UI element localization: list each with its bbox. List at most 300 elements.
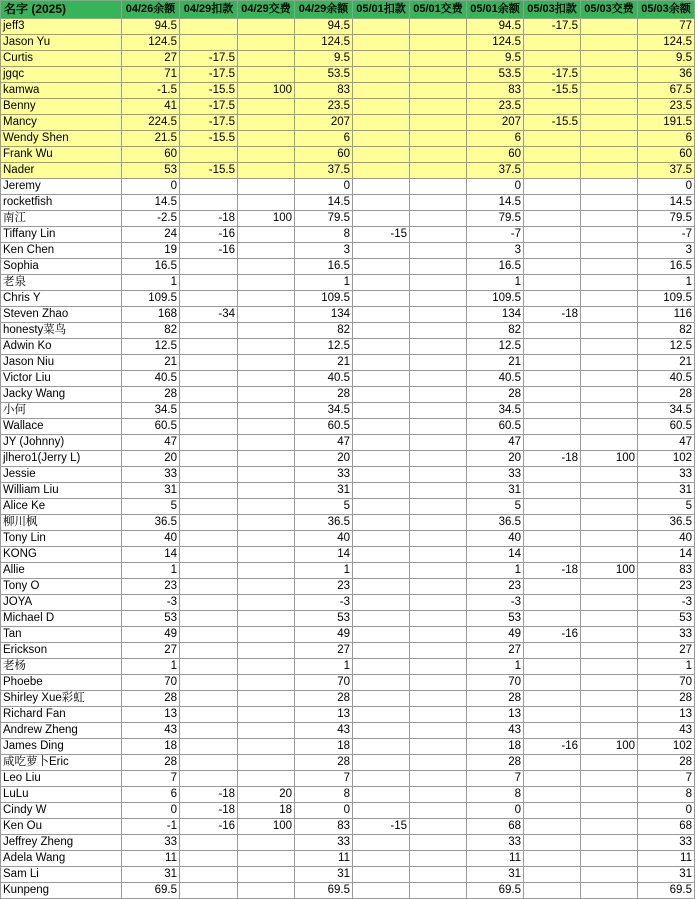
amount-cell[interactable]: 1 [122,659,180,675]
amount-cell[interactable]: 100 [581,739,638,755]
amount-cell[interactable] [238,547,295,563]
amount-cell[interactable]: 28 [638,387,695,403]
amount-cell[interactable]: -15 [353,227,410,243]
amount-cell[interactable] [524,387,581,403]
amount-cell[interactable] [353,275,410,291]
amount-cell[interactable] [353,499,410,515]
amount-cell[interactable]: 21 [467,355,524,371]
column-header[interactable]: 05/03余额 [638,1,695,19]
amount-cell[interactable] [180,611,238,627]
column-header[interactable]: 04/29交费 [238,1,295,19]
amount-cell[interactable] [581,755,638,771]
amount-cell[interactable] [180,723,238,739]
amount-cell[interactable] [238,355,295,371]
amount-cell[interactable] [410,547,467,563]
amount-cell[interactable] [410,67,467,83]
member-name-cell[interactable]: JOYA [1,595,122,611]
amount-cell[interactable] [353,739,410,755]
amount-cell[interactable] [180,19,238,35]
amount-cell[interactable] [353,563,410,579]
amount-cell[interactable] [180,387,238,403]
amount-cell[interactable]: 124.5 [295,35,353,51]
amount-cell[interactable] [581,531,638,547]
amount-cell[interactable]: 53 [122,611,180,627]
member-name-cell[interactable]: Jason Niu [1,355,122,371]
amount-cell[interactable]: 14 [295,547,353,563]
amount-cell[interactable] [410,323,467,339]
amount-cell[interactable] [524,275,581,291]
amount-cell[interactable]: 33 [638,835,695,851]
amount-cell[interactable] [410,819,467,835]
amount-cell[interactable]: 28 [122,691,180,707]
amount-cell[interactable]: 70 [295,675,353,691]
amount-cell[interactable] [410,195,467,211]
amount-cell[interactable]: -2.5 [122,211,180,227]
amount-cell[interactable] [353,35,410,51]
member-name-cell[interactable]: Chris Y [1,291,122,307]
column-header-name[interactable]: 名字 (2025) [1,1,122,19]
amount-cell[interactable]: 34.5 [122,403,180,419]
amount-cell[interactable] [238,659,295,675]
amount-cell[interactable]: 5 [295,499,353,515]
amount-cell[interactable]: 27 [295,643,353,659]
amount-cell[interactable] [238,435,295,451]
amount-cell[interactable]: -17.5 [180,115,238,131]
amount-cell[interactable]: 31 [467,867,524,883]
member-name-cell[interactable]: 老杨 [1,659,122,675]
amount-cell[interactable]: 94.5 [467,19,524,35]
member-name-cell[interactable]: Tony Lin [1,531,122,547]
amount-cell[interactable] [353,67,410,83]
amount-cell[interactable]: 5 [467,499,524,515]
amount-cell[interactable] [353,531,410,547]
amount-cell[interactable] [581,419,638,435]
amount-cell[interactable]: 207 [295,115,353,131]
amount-cell[interactable]: 20 [295,451,353,467]
amount-cell[interactable]: -18 [180,787,238,803]
amount-cell[interactable] [581,499,638,515]
amount-cell[interactable] [410,163,467,179]
amount-cell[interactable] [180,771,238,787]
amount-cell[interactable] [238,419,295,435]
amount-cell[interactable]: 77 [638,19,695,35]
amount-cell[interactable] [180,259,238,275]
amount-cell[interactable] [410,659,467,675]
amount-cell[interactable]: 21.5 [122,131,180,147]
member-name-cell[interactable]: KONG [1,547,122,563]
amount-cell[interactable]: 0 [122,803,180,819]
amount-cell[interactable] [180,547,238,563]
amount-cell[interactable]: 36.5 [467,515,524,531]
amount-cell[interactable] [410,867,467,883]
amount-cell[interactable]: 82 [295,323,353,339]
amount-cell[interactable]: 3 [638,243,695,259]
amount-cell[interactable]: 79.5 [295,211,353,227]
amount-cell[interactable]: 27 [122,51,180,67]
amount-cell[interactable]: 60.5 [122,419,180,435]
amount-cell[interactable] [410,227,467,243]
amount-cell[interactable] [410,835,467,851]
amount-cell[interactable] [180,275,238,291]
amount-cell[interactable]: -15.5 [524,115,581,131]
amount-cell[interactable]: 8 [295,787,353,803]
amount-cell[interactable]: 28 [122,755,180,771]
amount-cell[interactable]: -3 [467,595,524,611]
member-name-cell[interactable]: Sophia [1,259,122,275]
amount-cell[interactable] [238,707,295,723]
amount-cell[interactable]: 1 [122,275,180,291]
amount-cell[interactable] [238,483,295,499]
amount-cell[interactable] [581,211,638,227]
amount-cell[interactable] [524,195,581,211]
amount-cell[interactable]: -15.5 [180,163,238,179]
amount-cell[interactable]: 7 [122,771,180,787]
amount-cell[interactable]: -15.5 [180,131,238,147]
amount-cell[interactable]: 36.5 [295,515,353,531]
member-name-cell[interactable]: Jacky Wang [1,387,122,403]
amount-cell[interactable]: 14 [638,547,695,563]
amount-cell[interactable]: 33 [638,627,695,643]
amount-cell[interactable]: 20 [467,451,524,467]
member-name-cell[interactable]: Cindy W [1,803,122,819]
amount-cell[interactable] [353,99,410,115]
amount-cell[interactable] [410,307,467,323]
amount-cell[interactable] [353,371,410,387]
amount-cell[interactable]: 34.5 [295,403,353,419]
column-header[interactable]: 05/01余额 [467,1,524,19]
amount-cell[interactable]: 31 [122,483,180,499]
amount-cell[interactable] [410,339,467,355]
amount-cell[interactable]: 33 [638,467,695,483]
member-name-cell[interactable]: 南江 [1,211,122,227]
amount-cell[interactable] [410,643,467,659]
amount-cell[interactable]: 6 [467,131,524,147]
member-name-cell[interactable]: Wallace [1,419,122,435]
amount-cell[interactable] [353,243,410,259]
amount-cell[interactable] [410,723,467,739]
amount-cell[interactable] [524,579,581,595]
amount-cell[interactable] [410,115,467,131]
amount-cell[interactable] [353,307,410,323]
amount-cell[interactable] [581,147,638,163]
amount-cell[interactable] [410,675,467,691]
amount-cell[interactable] [180,691,238,707]
amount-cell[interactable]: 94.5 [122,19,180,35]
amount-cell[interactable] [180,403,238,419]
amount-cell[interactable] [353,483,410,499]
amount-cell[interactable]: 53 [638,611,695,627]
amount-cell[interactable] [410,579,467,595]
amount-cell[interactable] [524,803,581,819]
member-name-cell[interactable]: Tan [1,627,122,643]
amount-cell[interactable]: 14 [467,547,524,563]
member-name-cell[interactable]: Tony O [1,579,122,595]
amount-cell[interactable] [410,707,467,723]
amount-cell[interactable]: 7 [638,771,695,787]
amount-cell[interactable]: 40 [295,531,353,547]
amount-cell[interactable]: 28 [638,691,695,707]
amount-cell[interactable] [410,419,467,435]
amount-cell[interactable] [238,627,295,643]
amount-cell[interactable]: 53.5 [295,67,353,83]
amount-cell[interactable]: 102 [638,451,695,467]
amount-cell[interactable] [410,147,467,163]
amount-cell[interactable]: 27 [638,643,695,659]
amount-cell[interactable] [581,835,638,851]
amount-cell[interactable] [581,179,638,195]
member-name-cell[interactable]: James Ding [1,739,122,755]
amount-cell[interactable]: 24 [122,227,180,243]
amount-cell[interactable] [238,243,295,259]
amount-cell[interactable] [524,435,581,451]
amount-cell[interactable]: 13 [638,707,695,723]
amount-cell[interactable]: 134 [467,307,524,323]
amount-cell[interactable]: 11 [295,851,353,867]
amount-cell[interactable]: 0 [467,803,524,819]
amount-cell[interactable] [238,51,295,67]
amount-cell[interactable] [180,451,238,467]
member-name-cell[interactable]: jgqc [1,67,122,83]
amount-cell[interactable] [353,835,410,851]
amount-cell[interactable]: 12.5 [122,339,180,355]
amount-cell[interactable]: 13 [467,707,524,723]
member-name-cell[interactable]: Sam Li [1,867,122,883]
amount-cell[interactable] [524,819,581,835]
amount-cell[interactable] [238,595,295,611]
amount-cell[interactable]: 21 [638,355,695,371]
amount-cell[interactable] [353,867,410,883]
amount-cell[interactable]: -3 [638,595,695,611]
amount-cell[interactable]: 40.5 [638,371,695,387]
amount-cell[interactable] [180,851,238,867]
amount-cell[interactable] [353,883,410,899]
amount-cell[interactable] [581,243,638,259]
amount-cell[interactable]: -17.5 [524,67,581,83]
amount-cell[interactable] [410,243,467,259]
amount-cell[interactable]: -17.5 [180,99,238,115]
amount-cell[interactable] [581,323,638,339]
amount-cell[interactable]: -15.5 [180,83,238,99]
amount-cell[interactable] [238,131,295,147]
amount-cell[interactable]: -16 [180,243,238,259]
amount-cell[interactable] [581,291,638,307]
amount-cell[interactable] [180,499,238,515]
amount-cell[interactable]: 70 [467,675,524,691]
amount-cell[interactable] [524,771,581,787]
amount-cell[interactable] [410,403,467,419]
amount-cell[interactable]: 31 [295,867,353,883]
amount-cell[interactable]: 43 [295,723,353,739]
amount-cell[interactable] [180,435,238,451]
amount-cell[interactable] [180,179,238,195]
amount-cell[interactable] [238,339,295,355]
amount-cell[interactable] [524,787,581,803]
member-name-cell[interactable]: 柳川枫 [1,515,122,531]
amount-cell[interactable]: 60 [467,147,524,163]
amount-cell[interactable] [581,355,638,371]
amount-cell[interactable] [238,67,295,83]
amount-cell[interactable]: 5 [122,499,180,515]
amount-cell[interactable] [238,147,295,163]
amount-cell[interactable]: 28 [295,387,353,403]
amount-cell[interactable]: 1 [638,275,695,291]
amount-cell[interactable] [410,499,467,515]
amount-cell[interactable]: 60.5 [638,419,695,435]
amount-cell[interactable]: 16.5 [467,259,524,275]
amount-cell[interactable]: 14.5 [295,195,353,211]
amount-cell[interactable]: 49 [122,627,180,643]
amount-cell[interactable]: 21 [295,355,353,371]
amount-cell[interactable] [180,755,238,771]
amount-cell[interactable] [581,35,638,51]
amount-cell[interactable]: 14.5 [122,195,180,211]
amount-cell[interactable]: 3 [467,243,524,259]
amount-cell[interactable] [410,883,467,899]
amount-cell[interactable]: 37.5 [295,163,353,179]
amount-cell[interactable]: -1 [122,819,180,835]
amount-cell[interactable] [524,227,581,243]
amount-cell[interactable]: 18 [238,803,295,819]
amount-cell[interactable] [238,403,295,419]
amount-cell[interactable] [238,739,295,755]
amount-cell[interactable] [581,227,638,243]
amount-cell[interactable]: 11 [122,851,180,867]
amount-cell[interactable] [238,387,295,403]
amount-cell[interactable] [410,35,467,51]
amount-cell[interactable]: 28 [467,387,524,403]
amount-cell[interactable] [353,419,410,435]
amount-cell[interactable] [353,355,410,371]
amount-cell[interactable] [581,467,638,483]
amount-cell[interactable] [410,611,467,627]
amount-cell[interactable] [353,627,410,643]
amount-cell[interactable] [410,371,467,387]
amount-cell[interactable] [238,307,295,323]
amount-cell[interactable] [581,771,638,787]
amount-cell[interactable]: 67.5 [638,83,695,99]
amount-cell[interactable]: 207 [467,115,524,131]
amount-cell[interactable] [524,467,581,483]
amount-cell[interactable]: 60 [122,147,180,163]
column-header[interactable]: 05/01交费 [410,1,467,19]
amount-cell[interactable]: 12.5 [295,339,353,355]
amount-cell[interactable] [353,803,410,819]
amount-cell[interactable] [524,755,581,771]
amount-cell[interactable]: 60.5 [295,419,353,435]
amount-cell[interactable]: 116 [638,307,695,323]
amount-cell[interactable]: -16 [180,227,238,243]
amount-cell[interactable]: 69.5 [295,883,353,899]
amount-cell[interactable]: 70 [122,675,180,691]
amount-cell[interactable] [524,531,581,547]
amount-cell[interactable] [353,131,410,147]
amount-cell[interactable] [524,723,581,739]
amount-cell[interactable] [238,259,295,275]
amount-cell[interactable] [410,355,467,371]
member-name-cell[interactable]: LuLu [1,787,122,803]
amount-cell[interactable] [353,147,410,163]
amount-cell[interactable] [238,835,295,851]
member-name-cell[interactable]: Ken Chen [1,243,122,259]
amount-cell[interactable] [581,371,638,387]
member-name-cell[interactable]: Jason Yu [1,35,122,51]
amount-cell[interactable] [238,883,295,899]
amount-cell[interactable]: 47 [638,435,695,451]
amount-cell[interactable] [524,243,581,259]
amount-cell[interactable] [180,835,238,851]
amount-cell[interactable] [581,259,638,275]
amount-cell[interactable] [410,483,467,499]
amount-cell[interactable] [581,691,638,707]
amount-cell[interactable] [353,291,410,307]
amount-cell[interactable] [581,579,638,595]
amount-cell[interactable] [180,291,238,307]
column-header[interactable]: 04/29扣款 [180,1,238,19]
amount-cell[interactable] [180,195,238,211]
amount-cell[interactable] [238,163,295,179]
amount-cell[interactable] [353,691,410,707]
amount-cell[interactable] [524,515,581,531]
amount-cell[interactable] [524,483,581,499]
amount-cell[interactable] [353,339,410,355]
amount-cell[interactable] [238,371,295,387]
amount-cell[interactable] [353,755,410,771]
amount-cell[interactable] [410,691,467,707]
amount-cell[interactable] [581,643,638,659]
amount-cell[interactable]: -17.5 [180,51,238,67]
amount-cell[interactable]: 109.5 [122,291,180,307]
amount-cell[interactable] [524,163,581,179]
member-name-cell[interactable]: Wendy Shen [1,131,122,147]
column-header[interactable]: 04/29余额 [295,1,353,19]
amount-cell[interactable] [524,211,581,227]
amount-cell[interactable]: -3 [122,595,180,611]
amount-cell[interactable]: 100 [238,211,295,227]
member-name-cell[interactable]: jeff3 [1,19,122,35]
amount-cell[interactable] [238,867,295,883]
member-name-cell[interactable]: honesty菜鸟 [1,323,122,339]
amount-cell[interactable] [353,83,410,99]
member-name-cell[interactable]: Phoebe [1,675,122,691]
amount-cell[interactable] [238,467,295,483]
member-name-cell[interactable]: Jeffrey Zheng [1,835,122,851]
amount-cell[interactable]: -18 [524,307,581,323]
amount-cell[interactable] [581,787,638,803]
amount-cell[interactable] [353,851,410,867]
amount-cell[interactable] [353,179,410,195]
member-name-cell[interactable]: Mancy [1,115,122,131]
amount-cell[interactable] [410,851,467,867]
amount-cell[interactable] [524,339,581,355]
amount-cell[interactable] [238,851,295,867]
amount-cell[interactable] [581,883,638,899]
amount-cell[interactable]: 14 [122,547,180,563]
amount-cell[interactable] [353,787,410,803]
amount-cell[interactable]: 7 [467,771,524,787]
amount-cell[interactable] [180,739,238,755]
column-header[interactable]: 05/01扣款 [353,1,410,19]
amount-cell[interactable] [353,675,410,691]
amount-cell[interactable]: 23 [467,579,524,595]
amount-cell[interactable] [581,611,638,627]
amount-cell[interactable]: 83 [295,83,353,99]
amount-cell[interactable] [581,131,638,147]
amount-cell[interactable] [581,707,638,723]
amount-cell[interactable]: -18 [180,211,238,227]
amount-cell[interactable] [410,211,467,227]
amount-cell[interactable] [581,275,638,291]
amount-cell[interactable]: 83 [638,563,695,579]
